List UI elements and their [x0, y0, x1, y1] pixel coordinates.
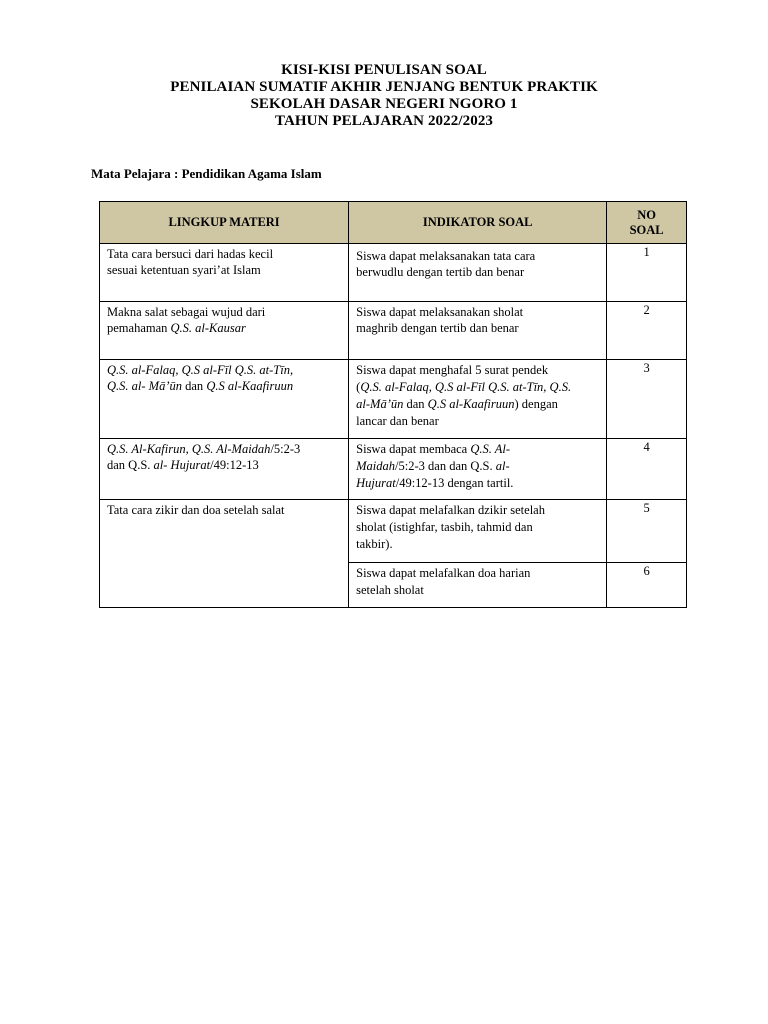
materi-text: /5:2-3 — [270, 442, 301, 456]
indikator-text: sholat (istighfar, tasbih, tahmid dan — [356, 520, 533, 534]
indikator-text: Siswa dapat membaca — [356, 442, 471, 456]
indikator-text: Siswa dapat melaksanakan tata cara — [356, 249, 536, 263]
title-line-2: PENILAIAN SUMATIF AKHIR JENJANG BENTUK PRAKTIK — [170, 79, 598, 95]
table-row — [100, 439, 687, 500]
header-lingkup-materi: LINGKUP MATERI — [100, 202, 349, 244]
indikator-text: ) dengan — [514, 397, 558, 411]
cell-no: 6 — [607, 563, 687, 608]
indikator-text: ( — [356, 380, 361, 394]
indikator-text: /5:2-3 dan dan Q.S. — [395, 459, 496, 473]
materi-text: Tata cara zikir dan doa setelah salat — [107, 503, 285, 517]
cell-indikator — [349, 439, 607, 500]
indikator-surah: Hujurat — [356, 476, 396, 490]
materi-surah: al- Hujurat — [153, 458, 211, 472]
cell-materi — [100, 302, 349, 360]
header-no-line2: SOAL — [629, 222, 664, 237]
materi-text: pemahaman — [107, 321, 171, 335]
cell-no: 3 — [607, 360, 687, 439]
materi-text: Makna salat sebagai wujud dari — [107, 305, 266, 319]
header-no-soal — [607, 202, 687, 244]
materi-text: Tata cara bersuci dari hadas kecil — [107, 247, 274, 261]
indikator-surah: Q.S. al-Falaq, Q.S al-Fīl Q.S. at-Tīn, Q.S. — [360, 380, 572, 394]
indikator-text: /49:12-13 dengan tartil. — [395, 476, 514, 490]
cell-materi — [100, 439, 349, 500]
cell-indikator — [349, 563, 607, 608]
indikator-text: lancar dan benar — [356, 414, 439, 428]
indikator-text: berwudlu dengan tertib dan benar — [356, 265, 525, 279]
cell-indikator — [349, 500, 607, 563]
materi-text: dan — [182, 379, 207, 393]
title-line-3: SEKOLAH DASAR NEGERI NGORO 1 — [250, 96, 518, 112]
subject-label: Mata Pelajara : Pendidikan Agama Islam — [91, 166, 322, 181]
table-row — [100, 500, 687, 563]
indikator-text: Siswa dapat menghafal 5 surat pendek — [356, 363, 549, 377]
materi-surah: Q.S. al-Kausar — [170, 321, 246, 335]
header-no-line1: NO — [637, 207, 656, 222]
cell-indikator — [349, 244, 607, 302]
table-row — [100, 302, 687, 360]
indikator-surah: Q.S. Al- — [470, 442, 511, 456]
indikator-surah: al- — [495, 459, 510, 473]
indikator-surah: Maidah — [356, 459, 396, 473]
cell-no: 1 — [607, 244, 687, 302]
materi-text: sesuai ketentuan syari’at Islam — [107, 263, 261, 277]
table-row — [100, 360, 687, 439]
title-line-1: KISI-KISI PENULISAN SOAL — [281, 62, 487, 78]
materi-surah: Q.S. Al-Kafirun, Q.S. Al-Maidah — [107, 442, 271, 456]
indikator-text: Siswa dapat melafalkan dzikir setelah — [356, 503, 545, 517]
indikator-text: maghrib dengan tertib dan benar — [356, 321, 519, 335]
kisi-kisi-table — [99, 201, 687, 608]
cell-no: 4 — [607, 439, 687, 500]
indikator-text: Siswa dapat melaksanakan sholat — [356, 305, 524, 319]
cell-materi — [100, 244, 349, 302]
cell-no: 5 — [607, 500, 687, 563]
materi-text: /49:12-13 — [210, 458, 259, 472]
title-line-4: TAHUN PELAJARAN 2022/2023 — [274, 113, 494, 129]
indikator-text: setelah sholat — [356, 583, 424, 597]
materi-surah: Q.S. al-Falaq, Q.S al-Fīl Q.S. at-Tīn, — [107, 363, 294, 377]
cell-materi — [100, 500, 349, 608]
header-indikator-soal: INDIKATOR SOAL — [349, 202, 607, 244]
materi-surah: Q.S. al- Mā’ūn — [107, 379, 182, 393]
cell-materi — [100, 360, 349, 439]
cell-no: 2 — [607, 302, 687, 360]
table-header-row — [100, 202, 687, 244]
indikator-surah: al-Mā’ūn — [356, 397, 404, 411]
indikator-text: Siswa dapat melafalkan doa harian — [356, 566, 531, 580]
table-row — [100, 244, 687, 302]
document-title — [0, 62, 768, 130]
cell-indikator — [349, 302, 607, 360]
indikator-surah: Q.S al-Kaafiruun — [427, 397, 515, 411]
cell-indikator — [349, 360, 607, 439]
indikator-text: dan — [403, 397, 428, 411]
indikator-text: takbir). — [356, 537, 393, 551]
materi-text: dan Q.S. — [107, 458, 154, 472]
materi-surah: Q.S al-Kaafiruun — [206, 379, 294, 393]
